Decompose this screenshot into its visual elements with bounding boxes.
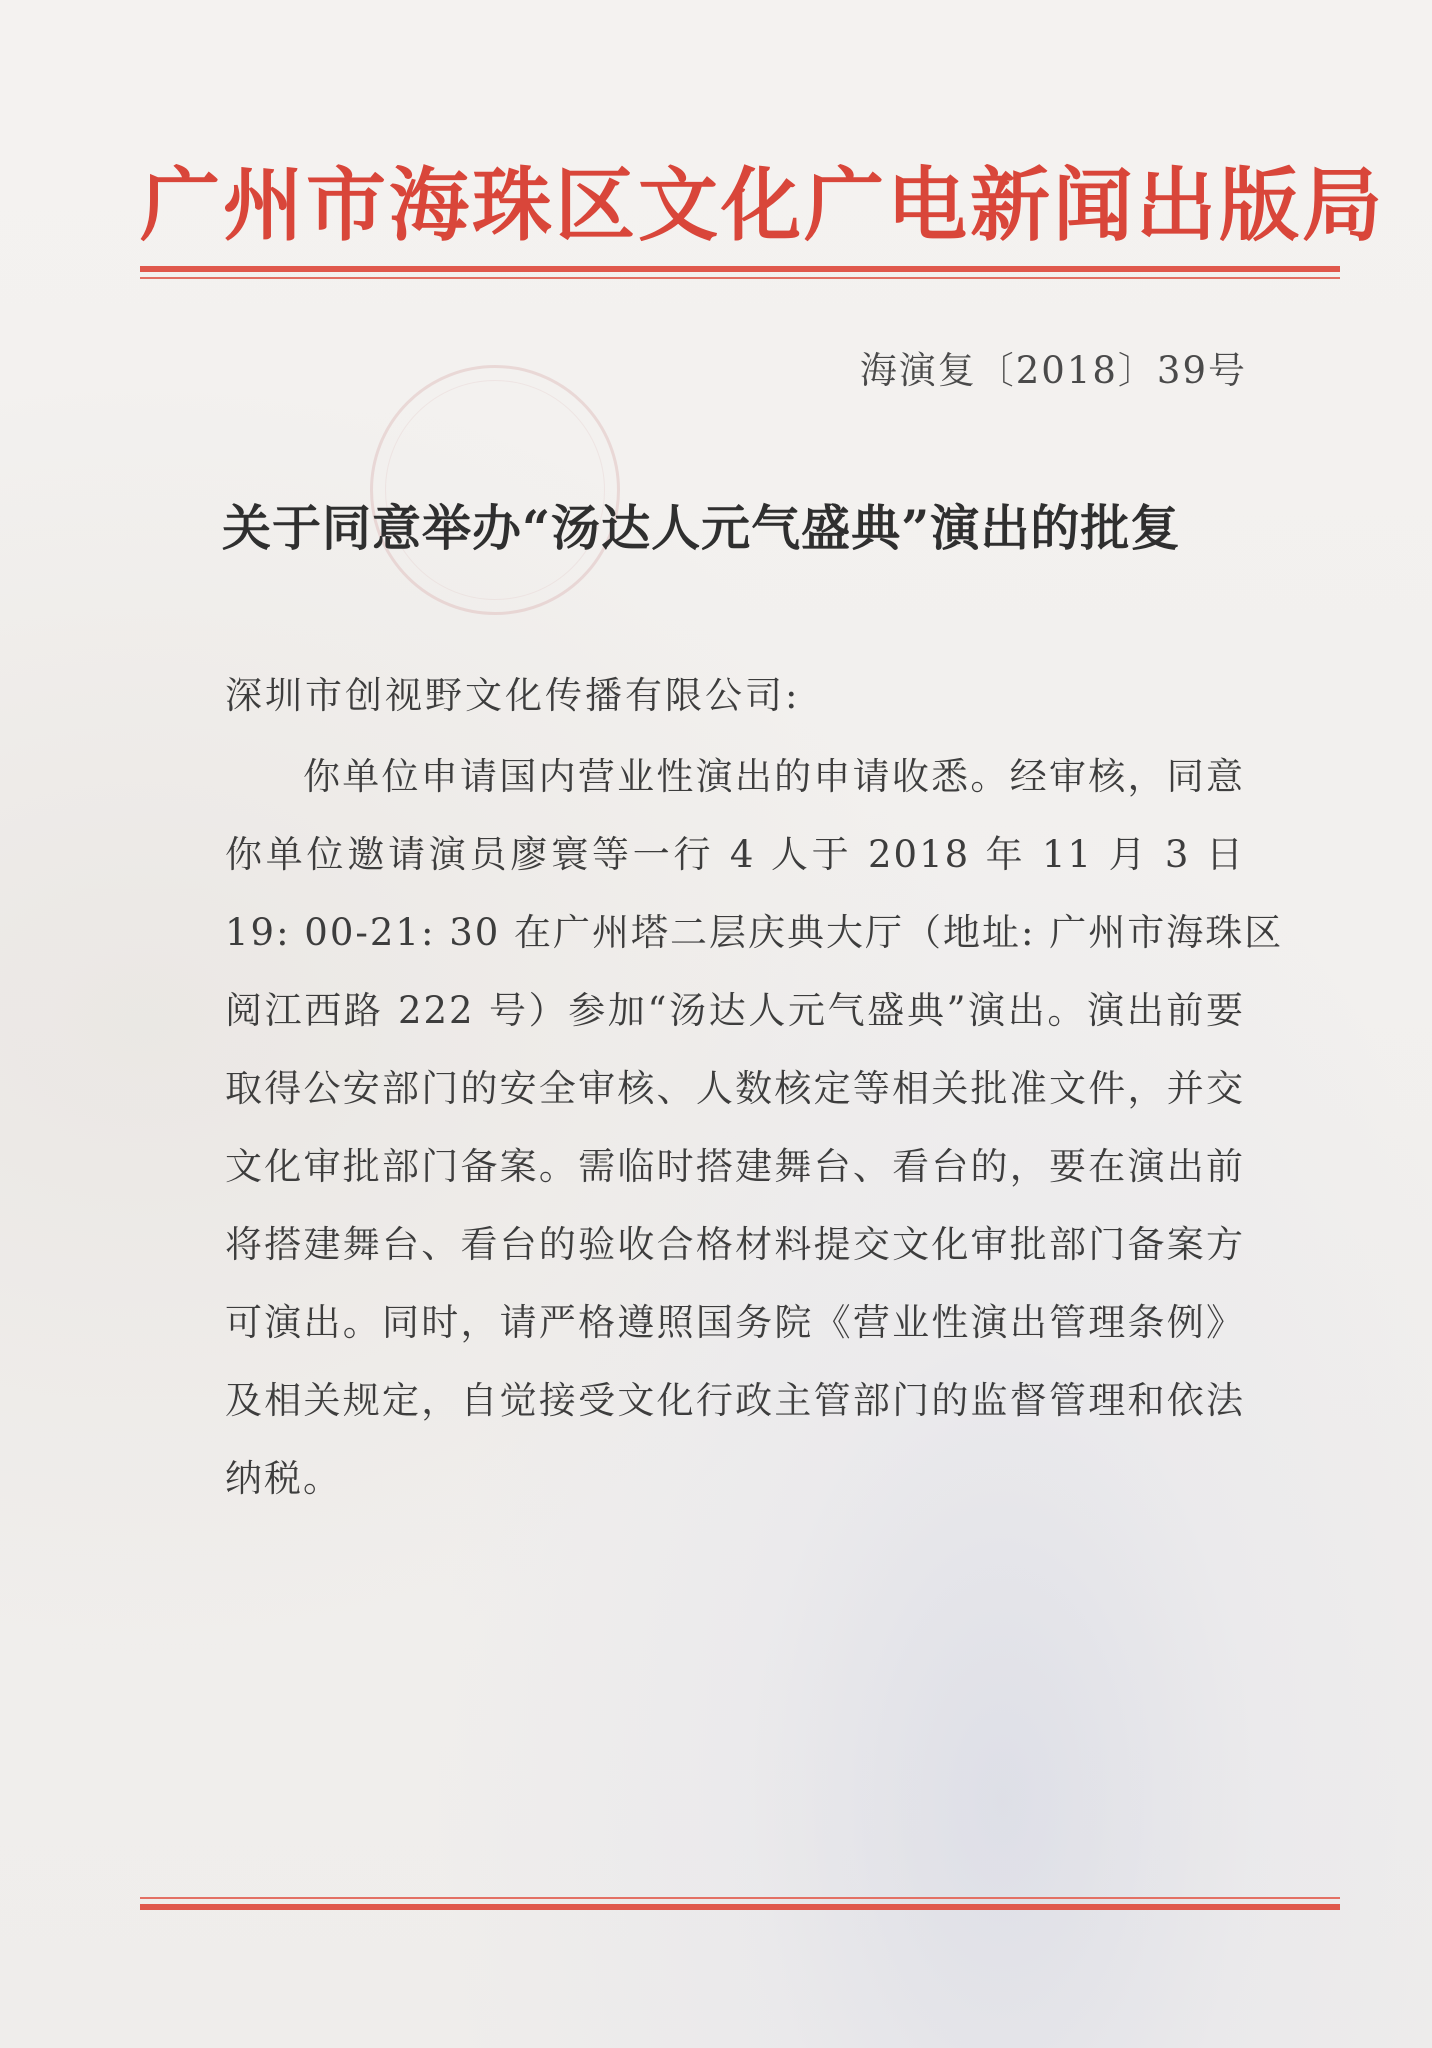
body-line: 纳税。 bbox=[225, 1457, 342, 1500]
body-line: 你单位申请国内营业性演出的申请收悉。经审核，同意 bbox=[303, 755, 1245, 798]
header-red-rule bbox=[140, 266, 1340, 279]
body-line: 你单位邀请演员廖寰等一行 4 人于 2018 年 11 月 3 日 bbox=[225, 833, 1245, 876]
recipient-line: 深圳市创视野文化传播有限公司: bbox=[225, 674, 801, 717]
document-title: 关于同意举办“汤达人元气盛典”演出的批复 bbox=[222, 499, 1181, 557]
body-line: 阅江西路 222 号）参加“汤达人元气盛典”演出。演出前要 bbox=[225, 989, 1245, 1032]
document-number: 海演复〔2018〕39号 bbox=[859, 349, 1247, 392]
footer-rule-thin bbox=[140, 1897, 1340, 1899]
header-rule-thin bbox=[140, 277, 1340, 279]
footer-rule-thick bbox=[140, 1904, 1340, 1910]
body-line: 文化审批部门备案。需临时搭建舞台、看台的，要在演出前 bbox=[225, 1145, 1245, 1188]
body-line: 可演出。同时，请严格遵照国务院《营业性演出管理条例》 bbox=[225, 1301, 1245, 1344]
organization-header: 广州市海珠区文化广电新闻出版局 bbox=[140, 158, 1385, 252]
header-rule-thick bbox=[140, 266, 1340, 272]
body-line: 取得公安部门的安全审核、人数核定等相关批准文件，并交 bbox=[225, 1067, 1245, 1110]
body-line: 19: 00-21: 30 在广州塔二层庆典大厅（地址: 广州市海珠区 bbox=[225, 911, 1284, 954]
body-line: 将搭建舞台、看台的验收合格材料提交文化审批部门备案方 bbox=[225, 1223, 1245, 1266]
document-body bbox=[225, 738, 1284, 1518]
body-line: 及相关规定，自觉接受文化行政主管部门的监督管理和依法 bbox=[225, 1379, 1245, 1422]
footer-red-rule bbox=[140, 1897, 1340, 1910]
